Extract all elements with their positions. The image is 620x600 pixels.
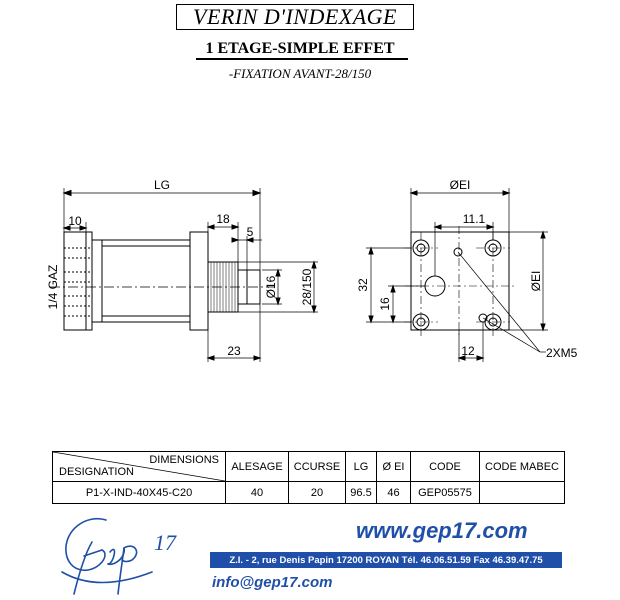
drawing-title: VERIN D'INDEXAGE bbox=[176, 4, 414, 30]
dim-ei-side-label: ØEI bbox=[529, 270, 543, 292]
screws-label: 2XM5 bbox=[546, 346, 578, 360]
table-row bbox=[53, 482, 565, 504]
dim-5-label: 5 bbox=[246, 225, 254, 239]
gep17-logo bbox=[56, 512, 216, 598]
dim-12-label: 12 bbox=[461, 344, 475, 358]
dim-ei-top-label: ØEI bbox=[449, 178, 471, 192]
spec-table bbox=[52, 451, 565, 504]
email-link[interactable]: info@gep17.com bbox=[212, 574, 333, 591]
cell-code-mabec bbox=[480, 482, 565, 504]
front-view bbox=[366, 188, 548, 362]
dim-thread-label: 28/150 bbox=[300, 268, 314, 306]
header-code-mabec: CODE MABEC bbox=[480, 452, 565, 482]
header-designation: DESIGNATION bbox=[59, 466, 134, 478]
header-lg: LG bbox=[346, 452, 377, 482]
dim-10-label: 10 bbox=[68, 214, 82, 228]
mounting-note: -FIXATION AVANT-28/150 bbox=[228, 66, 372, 81]
port-label: 1/4 GAZ bbox=[46, 264, 60, 310]
logo-number: 17 bbox=[154, 530, 176, 555]
dim-32-label: 32 bbox=[356, 278, 370, 292]
header-ei: Ø EI bbox=[377, 452, 411, 482]
address-bar: Z.I. - 2, rue Denis Papin 17200 ROYAN Tél. 46.06.51.59 Fax 46.39.47.75 bbox=[210, 552, 562, 568]
dim-18-label: 18 bbox=[216, 212, 230, 226]
side-view bbox=[50, 188, 318, 362]
header-alesage: ALESAGE bbox=[226, 452, 289, 482]
cell-designation: P1-X-IND-40X45-C20 bbox=[53, 482, 226, 504]
dim-lg-label: LG bbox=[153, 178, 171, 192]
cell-alesage: 40 bbox=[226, 482, 289, 504]
dim-11-1-label: 11.1 bbox=[462, 212, 486, 226]
cell-code: GEP05575 bbox=[411, 482, 480, 504]
dim-23-label: 23 bbox=[227, 344, 241, 358]
header-code: CODE bbox=[411, 452, 480, 482]
cell-ei: 46 bbox=[377, 482, 411, 504]
dim-16-label: 16 bbox=[378, 297, 392, 311]
table-header-row bbox=[53, 452, 565, 482]
header-dimensions: DIMENSIONS bbox=[149, 454, 219, 466]
drawing-subtitle: 1 ETAGE-SIMPLE EFFET bbox=[205, 40, 395, 57]
cell-lg: 96.5 bbox=[346, 482, 377, 504]
header-designation-cell bbox=[53, 452, 226, 482]
cell-course: 20 bbox=[289, 482, 346, 504]
header-course: CCURSE bbox=[289, 452, 346, 482]
dim-rod-diameter-label: Ø16 bbox=[264, 275, 278, 299]
website-link[interactable]: www.gep17.com bbox=[356, 518, 528, 543]
